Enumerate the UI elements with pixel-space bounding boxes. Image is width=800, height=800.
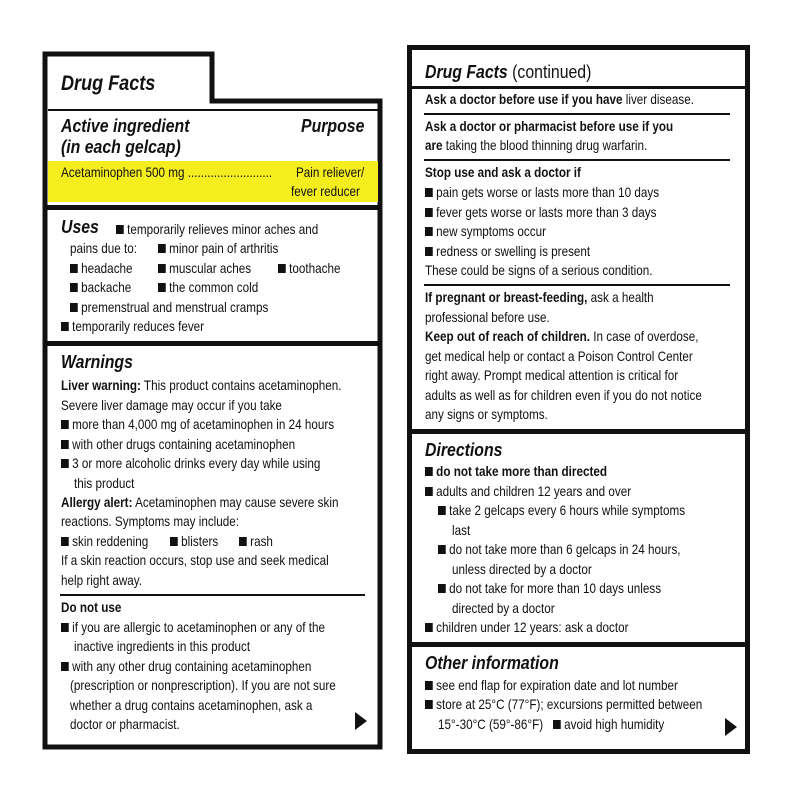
directions-divider [410, 429, 747, 434]
bullet-icon [61, 537, 69, 546]
do-not-use-line: doctor or pharmacist. [70, 717, 180, 732]
bullet-icon [425, 700, 433, 709]
uses-line: temporarily relieves minor aches and [116, 220, 318, 239]
bullet-icon [553, 720, 561, 729]
purpose-line-2: fever reducer [291, 184, 360, 199]
other-info-line: 15°-30°C (59°-86°F) [438, 717, 544, 732]
ask-pharm-line: Ask a doctor or pharmacist before use if you [425, 119, 674, 134]
right-title: Drug Facts (continued) [425, 62, 592, 82]
active-ingredient-heading: Active ingredient [61, 116, 190, 136]
bullet-icon [170, 537, 178, 546]
directions-line: unless directed by a doctor [452, 562, 592, 577]
do-not-use-line: (prescription or nonprescription). If you are not sure [70, 678, 336, 693]
directions-line: directed by a doctor [452, 601, 555, 616]
do-not-use-heading: Do not use [61, 600, 122, 615]
uses-line: pains due to: [70, 241, 137, 256]
ask-pharm-line: are taking the blood thinning drug warfarin. [425, 138, 648, 153]
directions-line: do not take more than directed [425, 462, 607, 481]
bullet-icon [425, 487, 433, 496]
left-title: Drug Facts [61, 72, 156, 95]
directions-line: do not take for more than 10 days unless [438, 579, 661, 598]
stop-use-line: pain gets worse or lasts more than 10 days [425, 183, 659, 202]
uses-heading: Uses [61, 217, 99, 237]
title-divider [48, 109, 378, 111]
other-info-line: store at 25°C (77°F); excursions permitted between [425, 695, 702, 714]
purpose-line-1: Pain reliever/ [296, 165, 365, 180]
keep-out-line: Keep out of reach of children. In case of overdose, [425, 329, 699, 344]
directions-line: adults and children 12 years and over [425, 482, 631, 501]
uses-line: premenstrual and menstrual cramps [70, 298, 268, 317]
divider [424, 113, 730, 115]
bullet-icon [438, 584, 446, 593]
warning-line: If a skin reaction occurs, stop use and seek medical [61, 553, 329, 568]
warning-line: more than 4,000 mg of acetaminophen in 24 hours [61, 415, 334, 434]
bullet-icon [61, 420, 69, 429]
uses-line: minor pain of arthritis [158, 239, 278, 258]
bullet-icon [61, 459, 69, 468]
bullet-icon [425, 467, 433, 476]
uses-line: headache [70, 259, 133, 278]
do-not-use-line: whether a drug contains acetaminophen, ask a [70, 698, 313, 713]
warning-line: help right away. [61, 573, 143, 588]
bullet-icon [70, 303, 78, 312]
uses-line: temporarily reduces fever [61, 317, 204, 336]
divider [424, 284, 730, 286]
bullet-icon [61, 623, 69, 632]
bullet-icon [438, 506, 446, 515]
uses-divider [45, 205, 380, 210]
stop-use-heading: Stop use and ask a doctor if [425, 165, 581, 180]
liver-warning: Liver warning: This product contains acetaminophen. [61, 378, 342, 393]
warning-line: skin reddening [61, 532, 148, 551]
stop-use-line: fever gets worse or lasts more than 3 days [425, 203, 656, 222]
right-title-divider [412, 86, 745, 89]
bullet-icon [425, 227, 433, 236]
bullet-icon [425, 681, 433, 690]
uses-line: the common cold [158, 278, 258, 297]
warning-line: with other drugs containing acetaminophen [61, 435, 295, 454]
pregnant-line: professional before use. [425, 310, 550, 325]
warning-line: 3 or more alcoholic drinks every day while using [61, 454, 320, 473]
bullet-icon [70, 283, 78, 292]
uses-line: muscular aches [158, 259, 251, 278]
keep-out-line: any signs or symptoms. [425, 407, 548, 422]
keep-out-line: get medical help or contact a Poison Control Center [425, 349, 693, 364]
do-not-use-line: with any other drug containing acetaminophen [61, 657, 311, 676]
bullet-icon [158, 264, 166, 273]
stop-use-line: These could be signs of a serious condition. [425, 263, 653, 278]
do-not-use-line: if you are allergic to acetaminophen or any of the [61, 618, 325, 637]
other-info-divider [410, 642, 747, 647]
bullet-icon [158, 244, 166, 253]
warning-line: Severe liver damage may occur if you take [61, 398, 282, 413]
pregnant-line: If pregnant or breast-feeding, ask a health [425, 290, 654, 305]
bullet-icon [70, 264, 78, 273]
continue-arrow-icon [725, 718, 737, 736]
warning-line: this product [74, 476, 135, 491]
divider [424, 159, 730, 161]
directions-heading: Directions [425, 440, 503, 460]
bullet-icon [278, 264, 286, 273]
purpose-heading: Purpose [301, 116, 365, 136]
bullet-icon [425, 623, 433, 632]
other-info-heading: Other information [425, 653, 559, 673]
bullet-icon [425, 188, 433, 197]
bullet-icon [116, 225, 124, 234]
bullet-icon [61, 440, 69, 449]
keep-out-line: adults as well as for children even if you do not notice [425, 388, 702, 403]
warning-line: blisters [170, 532, 218, 551]
ingredient-name: Acetaminophen 500 mg .......................... [61, 165, 273, 180]
uses-line: backache [70, 278, 131, 297]
warnings-divider [45, 341, 380, 346]
bullet-icon [239, 537, 247, 546]
bullet-icon [61, 322, 69, 331]
warning-line: reactions. Symptoms may include: [61, 514, 240, 529]
ask-doctor-line: Ask a doctor before use if you have liver disease. [425, 92, 694, 107]
warnings-heading: Warnings [61, 352, 133, 372]
bullet-icon [158, 283, 166, 292]
directions-line: last [452, 523, 471, 538]
keep-out-line: right away. Prompt medical attention is critical for [425, 368, 679, 383]
do-not-use-divider [60, 594, 365, 596]
stop-use-line: redness or swelling is present [425, 242, 590, 261]
directions-line: children under 12 years: ask a doctor [425, 618, 629, 637]
uses-line: toothache [278, 259, 341, 278]
other-info-line: avoid high humidity [553, 715, 664, 734]
bullet-icon [425, 208, 433, 217]
do-not-use-line: inactive ingredients in this product [74, 639, 251, 654]
bullet-icon [61, 662, 69, 671]
directions-line: do not take more than 6 gelcaps in 24 hours, [438, 540, 681, 559]
active-ingredient-subheading: (in each gelcap) [61, 137, 181, 157]
stop-use-line: new symptoms occur [425, 222, 546, 241]
continue-arrow-icon [355, 712, 367, 730]
allergy-alert: Allergy alert: Acetaminophen may cause severe skin [61, 495, 339, 510]
bullet-icon [425, 247, 433, 256]
bullet-icon [438, 545, 446, 554]
other-info-line: see end flap for expiration date and lot number [425, 676, 678, 695]
warning-line: rash [239, 532, 273, 551]
directions-line: take 2 gelcaps every 6 hours while symptoms [438, 501, 685, 520]
